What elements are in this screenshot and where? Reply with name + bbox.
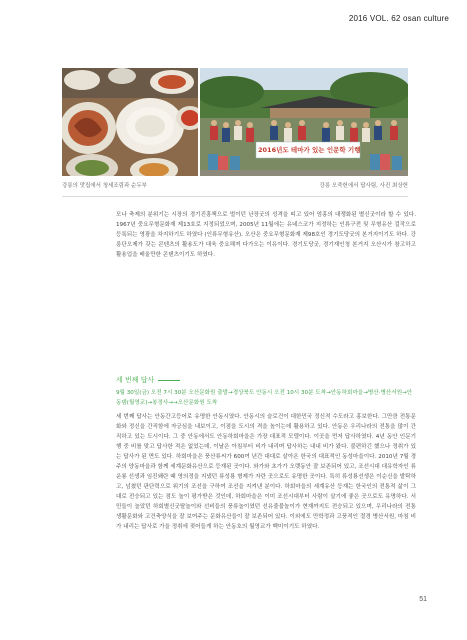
page-number: 51 [419, 596, 427, 603]
section-heading [116, 375, 180, 385]
itinerary-route: 9월 30일(금) 오전 7시 30분 오산문화원 출발→경상북도 안동시 오전 10시 30분 도착→안동하회마을→병산·병산서원→안동댐(월영교)→봉정사→→오산문화원 도착 [116, 390, 413, 406]
intro-text: 모나 축제의 분위기는 시장의 경기진흥책으로 벌이던 난장굿의 성격을 띠고 있어 엄홍의 대쟁화된 별신굿이라 할 수 있다. 1967년 중요무형문화재 제13호로 지정되었으며, 2005년 11월에는 유네스코가 지정하는 인류구전 및 무형유산 걸작으로 등록되는 영광을 차지하기도 하였다 (인류무형유산). 오산은 중요무형문화재 제98호인 경기도당굿의 본거지이기도 하다. 강릉단오제가 갖는 콘텐츠의 활용도가 대욱 중요해져 다가오는 이유이다. 경기도당굿, 경기재인청 본거지 오산시가 참고하고 활용업을 배울만한 콘텐츠이기도 하였다. [116, 212, 416, 258]
body-paragraph [116, 412, 416, 532]
page-header: 2016 VOL. 62 osan culture [348, 14, 449, 23]
divider [62, 196, 408, 197]
photo-caption-left: 강릉의 맛집에서 청세조림과 순두부 [62, 183, 147, 189]
food-photo [62, 68, 198, 176]
intro-paragraph [116, 210, 416, 260]
section-title-rule [158, 380, 180, 381]
photo-caption-right: 강릉 오죽헌에서 답사팀, 사진 최상헌 [319, 183, 408, 189]
banner-text: 2016년도 테마가 있는 인문학 기행 [258, 146, 361, 154]
section-title-text: 세 번째 답사 [116, 376, 155, 384]
body-text: 세 번째 답사는 안동간고등어로 유명한 안동시였다. 안동시의 슬로건이 대한민국 정신적 수도라고 홍보한다. 그만큼 전통문화와 정신을 간직함에 자긍심을 내보이고, 이점을 도시의 격을 높이는데 활용하고 있다. 안동은 우리나라의 전통을 많이 간직하고 있는 도시이다. 그 중 안동에서도 안동하회마을은 가장 대표적 모델이다. 이곳을 먼저 답사하였다. 4년 동안 인문기행 중 비를 맞고 답사한 적은 없었는데, 이날은 아침부터 비가 내리며 답사하는 내내 비가 왔다. 불편하긴 했으나 정취가 있는 답사가 된 면도 있다. 하회마을은 풍산류씨가 600여 년간 대대로 살아온 한국의 대표적인 동성마을이다. 2010년 7월 경주의 양동마을과 함께 세계문화유산으로 등재된 곳이다. 와가와 초가가 오랫동안 잘 보존되어 있고, 조선시대 대유학자인 류운룡 선생과 임진왜란 때 영의정을 지냈던 류성룡 형제가 자란 곳으로도 유명한 곳이다. 특히 류성룡선생은 이순신을 발탁하고, 넘쳤던 판단력으로 위기의 조선을 구하여 조선을 지켜낸 분이다. 하회마을의 세계유산 등재는 한국인의 전통적 삶이 그대로 전승되고 있는 점도 높이 평가받은 것인데, 하회마을은 이미 조선시대부터 사람이 살기에 좋은 곳으로도 유명하다. 서민들이 놀았던 하회별신굿탈놀이와 선비들의 풍류놀이였던 선유줄불놀이가 현재까지도 전승되고 있으며, 우리나라의 전통생활문화와 고건축양식을 잘 보여주는 문화유산들이 잘 보존되어 있다. 이외에도 만학정과 고풍적인 절경 병산서원, 마침 비가 내리는 답사로 가을 정취에 젖어들게 하는 안동호의 월영교가 백미이기도 하였다. [116, 414, 416, 530]
group-photo [200, 68, 408, 176]
